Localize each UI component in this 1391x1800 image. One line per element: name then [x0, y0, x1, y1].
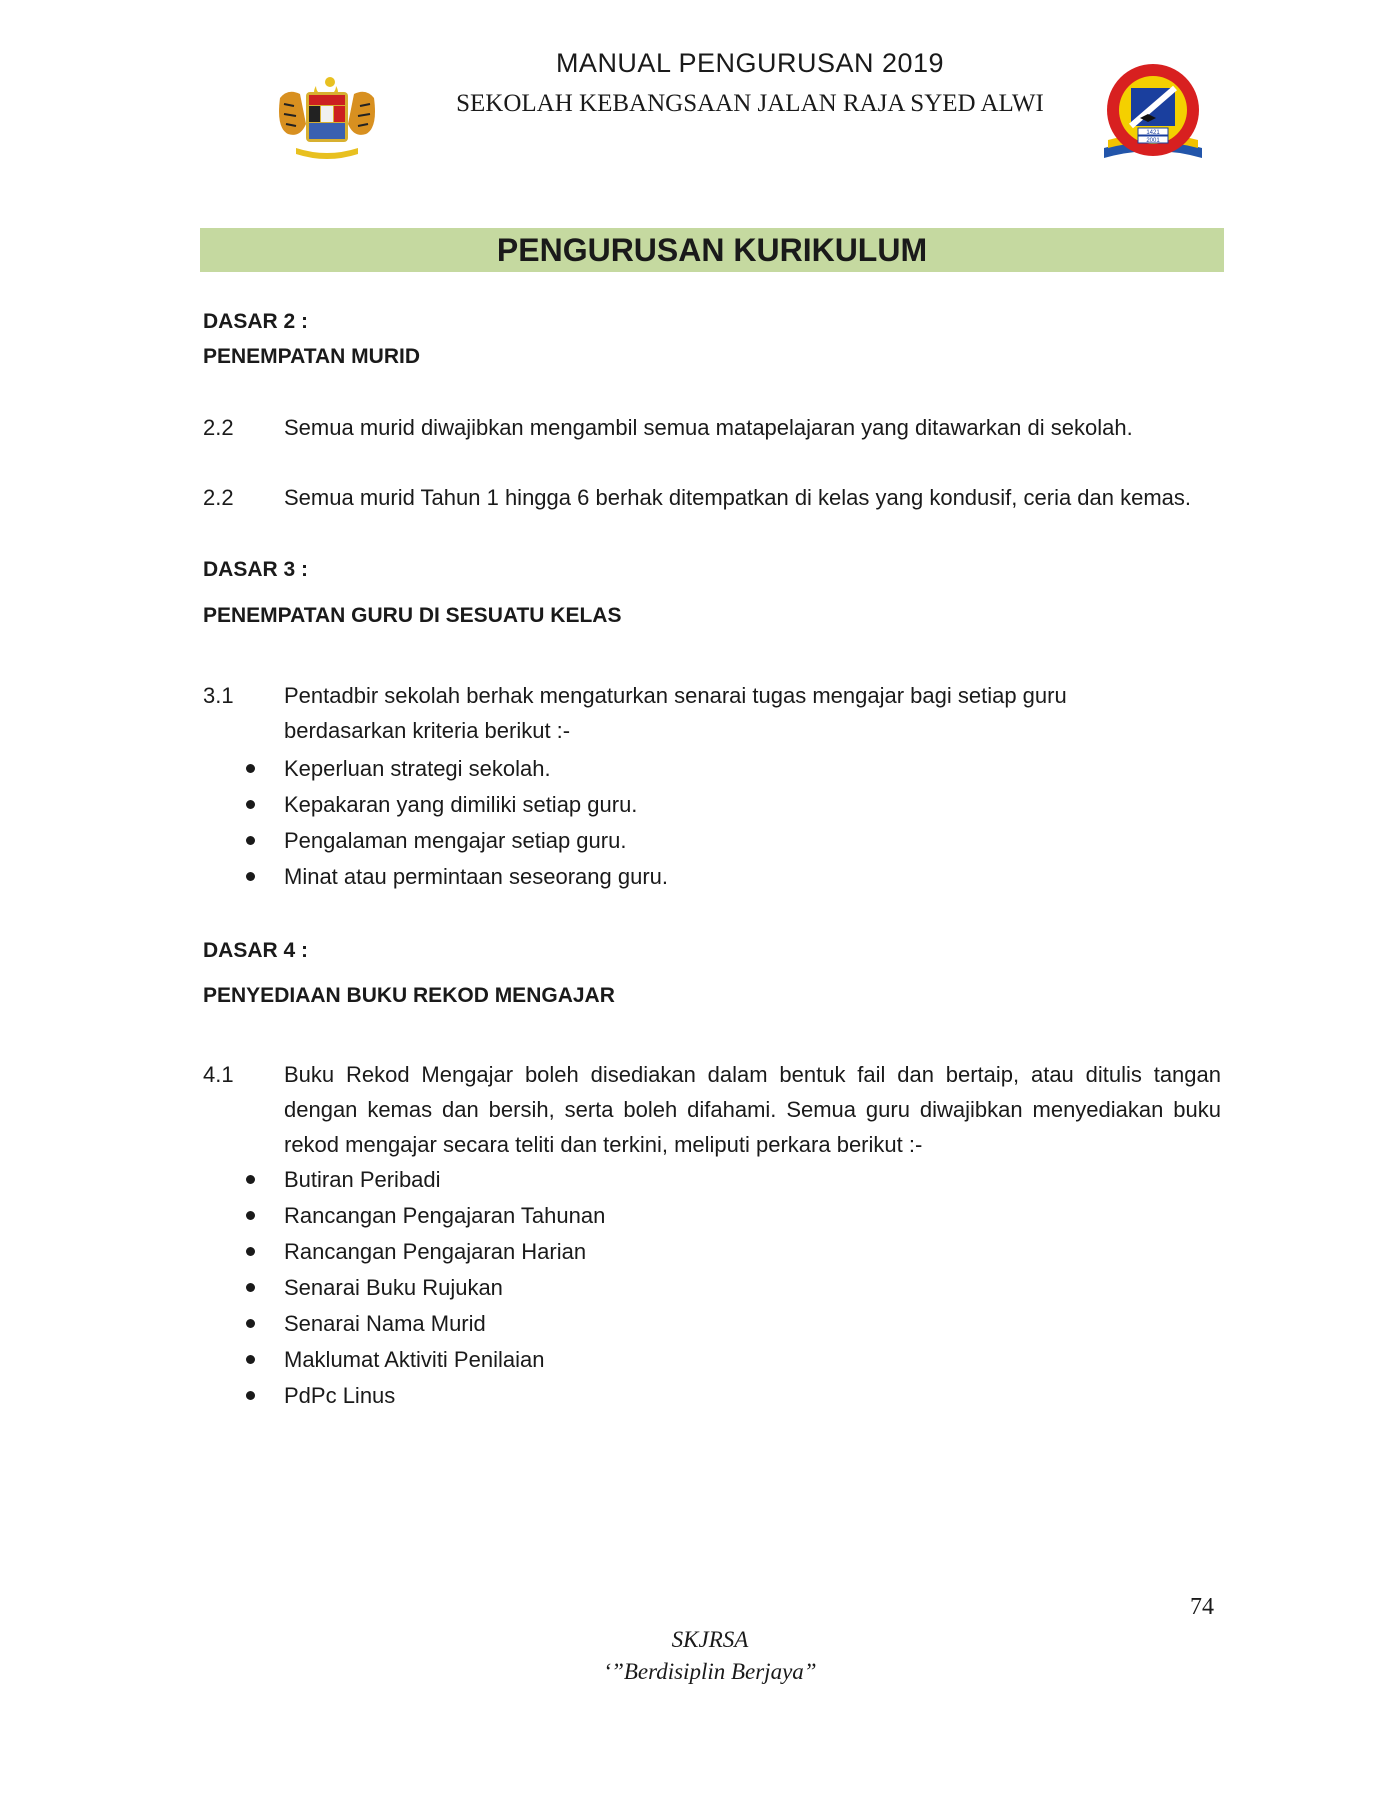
bullet-icon	[246, 800, 255, 809]
dasar-4-title: PENYEDIAAN BUKU REKOD MENGAJAR	[203, 984, 615, 1007]
bullet-icon	[246, 1247, 255, 1256]
footer	[560, 1624, 860, 1688]
bullet-icon	[246, 1391, 255, 1400]
dasar-2-label: DASAR 2 :	[203, 310, 309, 333]
item-number: 3.1	[203, 683, 234, 708]
school-name: SEKOLAH KEBANGSAAN JALAN RAJA SYED ALWI	[456, 90, 1044, 117]
bullet-icon	[246, 1319, 255, 1328]
footer-motto: ‘”Berdisiplin Berjaya”	[603, 1659, 817, 1684]
item-text: Pentadbir sekolah berhak mengaturkan senarai tugas mengajar bagi setiap guru berdasarkan kriteria berikut :-	[284, 683, 1067, 743]
bullet-icon	[246, 872, 255, 881]
item-number: 4.1	[203, 1062, 234, 1087]
dasar-2-title: PENEMPATAN MURID	[203, 345, 420, 368]
bullet-icon	[246, 764, 255, 773]
item-text: Semua murid Tahun 1 hingga 6 berhak ditempatkan di kelas yang kondusif, ceria dan kemas.	[284, 485, 1192, 510]
svg-text:1421: 1421	[1146, 130, 1160, 136]
bullet-icon	[246, 836, 255, 845]
footer-school-code: SKJRSA	[671, 1627, 749, 1652]
item-text: Semua murid diwajibkan mengambil semua matapelajaran yang ditawarkan di sekolah.	[284, 415, 1133, 440]
dasar-3-label: DASAR 3 :	[203, 558, 309, 581]
svg-text:2001: 2001	[1146, 138, 1160, 144]
page-number: 74	[1190, 1594, 1214, 1620]
section-title: PENGURUSAN KURIKULUM	[496, 232, 928, 268]
school-crest-icon	[1098, 60, 1208, 168]
bullet-icon	[246, 1175, 255, 1184]
item-number: 2.2	[203, 485, 234, 510]
dasar-3-title: PENEMPATAN GURU DI SESUATU KELAS	[203, 604, 622, 627]
bullet-icon	[246, 1355, 255, 1364]
bullet-icon	[246, 1283, 255, 1292]
section-header-bar	[200, 228, 1224, 272]
item-text: Buku Rekod Mengajar boleh disediakan dalam bentuk fail dan bertaip, atau ditulis tangan dengan kemas dan bersih, serta boleh difahami. Semua guru diwajibkan menyediakan buku rekod mengajar secara teliti dan terkini, meliputi perkara berikut :-	[284, 1062, 1221, 1157]
malaysia-coat-of-arms-icon	[272, 70, 382, 166]
document-title: MANUAL PENGURUSAN 2019	[555, 48, 945, 78]
item-number: 2.2	[203, 415, 234, 440]
dasar-4-label: DASAR 4 :	[203, 939, 309, 962]
bullet-icon	[246, 1211, 255, 1220]
